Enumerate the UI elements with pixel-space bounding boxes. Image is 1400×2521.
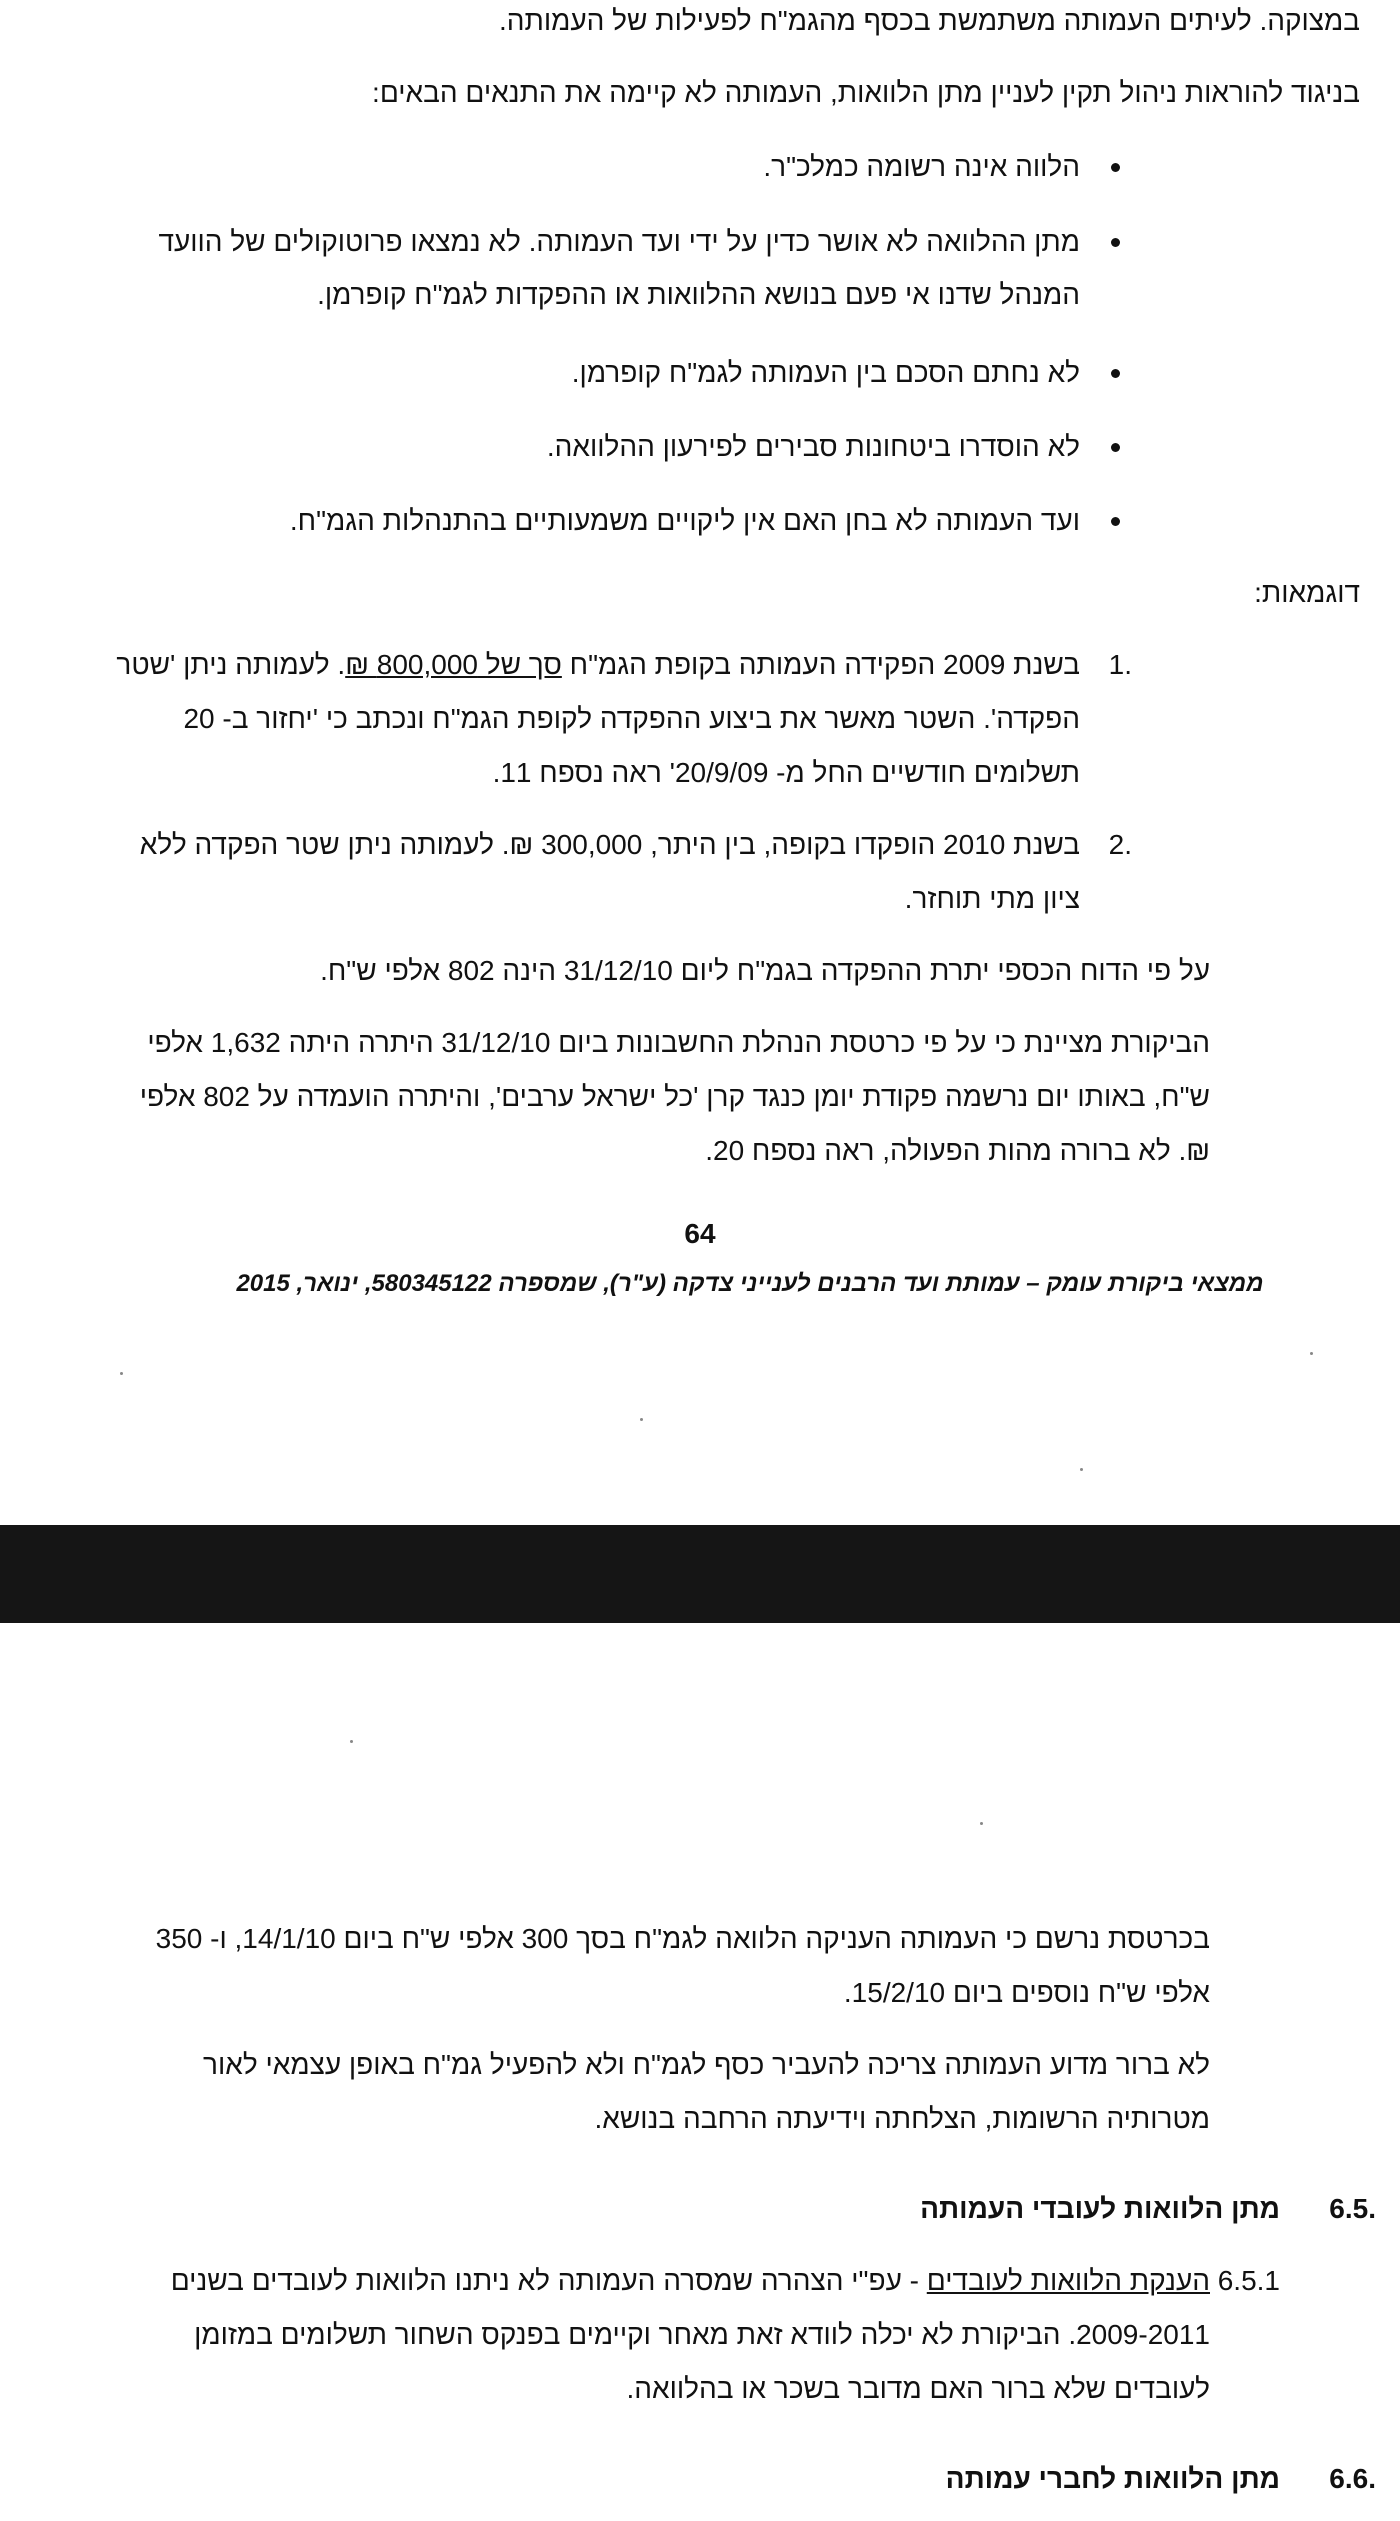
paragraph-line: בכרטסת נרשם כי העמותה העניקה הלוואה לגמ"ח בסך 300 אלפי ש"ח ביום 14/1/10, ו- 350: [155, 1923, 1210, 1954]
paragraph-line: ש"ח, באותו יום נרשמה פקודת יומן כנגד קרן 'כל ישראל ערבים', והיתרה הועמדה על 802 אלפי: [139, 1081, 1210, 1112]
section-title: מתן הלוואות לחברי עמותה: [945, 2463, 1280, 2494]
paragraph-line: על פי הדוח הכספי יתרת ההפקדה בגמ"ח ליום 31/12/10 הינה 802 אלפי ש"ח.: [320, 955, 1210, 986]
subsection-heading: הענקת הלוואות לעובדים: [926, 2265, 1210, 2296]
underlined-amount: סך של 800,000 ₪: [345, 649, 562, 680]
bullet-item: הלווה אינה רשומה כמלכ"ר.: [763, 151, 1080, 182]
section-number: 6.5.: [1329, 2193, 1376, 2224]
example-line: בשנת 2010 הופקדו בקופה, בין היתר, 300,000 ₪. לעמותה ניתן שטר הפקדה ללא: [139, 829, 1080, 860]
subsection-number: 6.5.1: [1217, 2265, 1280, 2296]
list-number: 2.: [1108, 829, 1132, 860]
bullet-item-continuation: המנהל שדנו אי פעם בנושא ההלוואות או ההפקדות לגמ"ח קופרמן.: [317, 279, 1080, 310]
example-line: ציון מתי תוחזר.: [904, 883, 1080, 914]
examples-heading: דוגמאות:: [1254, 577, 1360, 608]
list-number: 1.: [1108, 649, 1132, 680]
bullet-icon: [1111, 238, 1120, 247]
page-separator-band: [0, 1525, 1400, 1623]
paragraph-line: במצוקה. לעיתים העמותה משתמשת בכסף מהגמ"ח לפעילות של העמותה.: [498, 5, 1360, 36]
scan-speck: [1310, 1352, 1313, 1355]
scan-speck: [1080, 1468, 1083, 1471]
bullet-icon: [1111, 443, 1120, 452]
example-line: הפקדה'. השטר מאשר את ביצוע ההפקדה לקופת הגמ"ח ונכתב כי 'יחזור ב- 20: [183, 703, 1080, 734]
bullet-item: לא הוסדרו ביטחונות סבירים לפירעון ההלוואה.: [546, 431, 1080, 462]
bullet-icon: [1111, 369, 1120, 378]
bullet-item: ועד העמותה לא בחן האם אין ליקויים משמעותיים בהתנהלות הגמ"ח.: [289, 505, 1080, 536]
paragraph-line: בניגוד להוראות ניהול תקין לעניין מתן הלוואות, העמותה לא קיימה את התנאים הבאים:: [372, 77, 1360, 108]
bullet-icon: [1111, 517, 1120, 526]
paragraph-line: לא ברור מדוע העמותה צריכה להעביר כסף לגמ"ח ולא להפעיל גמ"ח באופן עצמאי לאור: [203, 2049, 1210, 2080]
scan-speck: [980, 1822, 983, 1825]
paragraph-line: ₪. לא ברורה מהות הפעולה, ראה נספח 20.: [705, 1135, 1210, 1166]
subsection-line: לעובדים שלא ברור האם מדובר בשכר או בהלוואה.: [626, 2373, 1210, 2404]
paragraph-line: מטרותיה הרשומות, הצלחתה וידיעתה הרחבה בנושא.: [594, 2103, 1210, 2134]
bullet-icon: [1111, 163, 1120, 172]
scan-speck: [350, 1740, 353, 1743]
example-text: . לעמותה ניתן 'שטר: [116, 649, 346, 680]
scan-speck: [640, 1418, 643, 1421]
example-line: תשלומים חודשיים החל מ- 20/9/09' ראה נספח 11.: [492, 757, 1080, 788]
scan-speck: [120, 1372, 123, 1375]
paragraph-line: הביקורת מציינת כי על פי כרטסת הנהלת החשבונות ביום 31/12/10 היתרה היתה 1,632 אלפי: [147, 1027, 1210, 1058]
page-footer: ממצאי ביקורת עומק – עמותת ועד הרבנים לענייני צדקה (ע"ר), שמספרה 580345122, ינואר, 2015: [236, 1270, 1264, 1297]
subsection-text: - עפ"י הצהרה שמסרה העמותה לא ניתנו הלוואות לעובדים בשנים: [170, 2265, 927, 2296]
example-text: בשנת 2009 הפקידה העמותה בקופת הגמ"ח: [569, 649, 1080, 680]
bullet-item: מתן ההלוואה לא אושר כדין על ידי ועד העמותה. לא נמצאו פרוטוקולים של הוועד: [158, 226, 1080, 257]
paragraph-line: אלפי ש"ח נוספים ביום 15/2/10.: [843, 1977, 1210, 2008]
bullet-item: לא נחתם הסכם בין העמותה לגמ"ח קופרמן.: [571, 357, 1080, 388]
page-number: 64: [684, 1218, 716, 1249]
example-line: [116, 648, 1080, 682]
section-title: מתן הלוואות לעובדי העמותה: [920, 2193, 1280, 2224]
subsection-line: 2009-2011. הביקורת לא יכלה לוודא זאת מאחר וקיימים בפנקס השחור תשלומים במזומן: [194, 2319, 1210, 2350]
subsection-line: [171, 2264, 1210, 2298]
section-number: 6.6.: [1329, 2463, 1376, 2494]
